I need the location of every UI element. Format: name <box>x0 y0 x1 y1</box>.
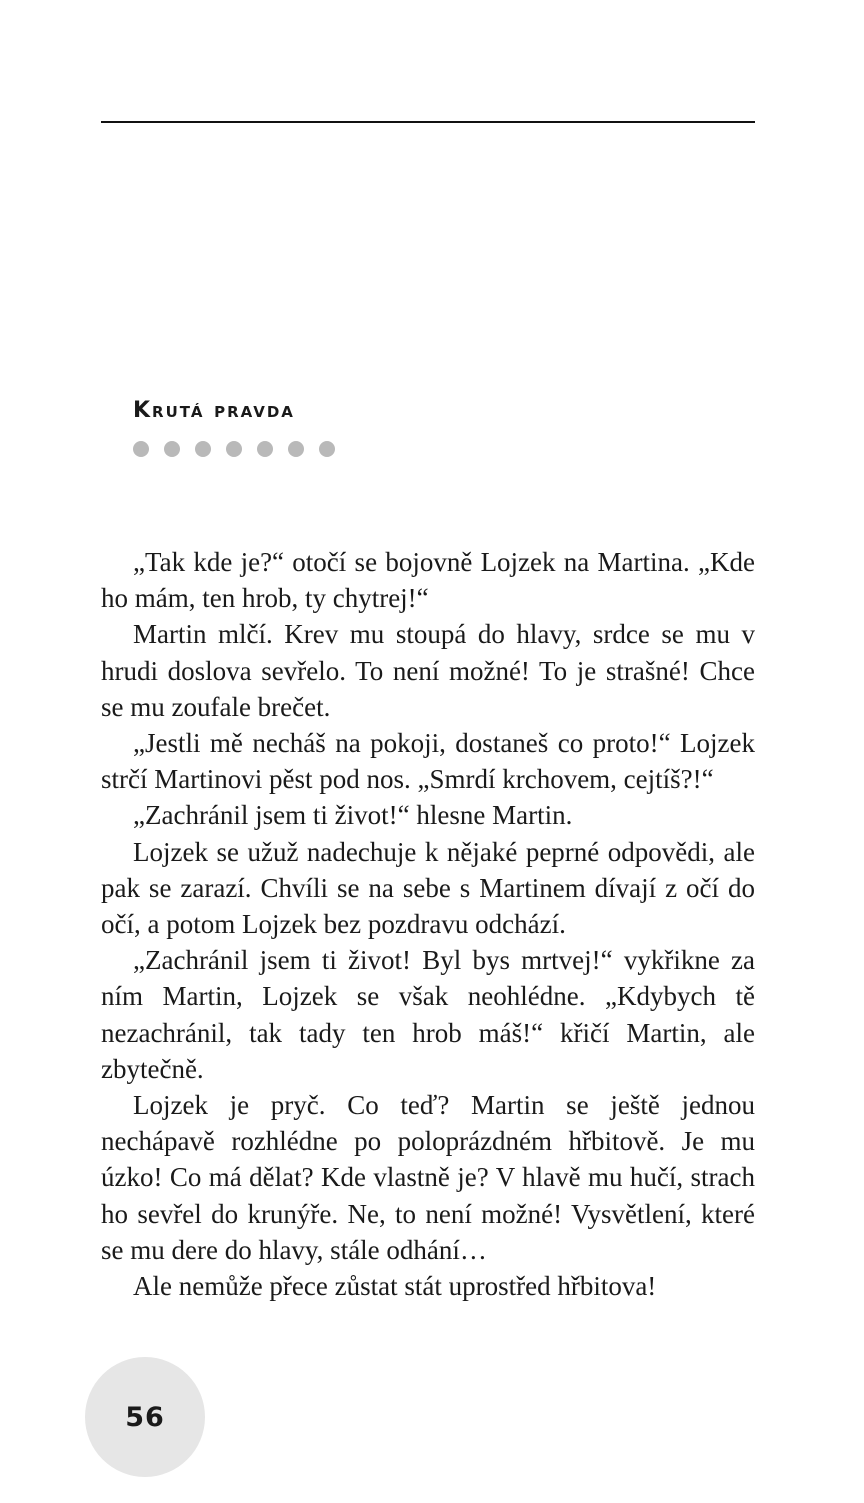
body-text <box>101 544 755 1304</box>
ornament-dot <box>319 441 335 457</box>
page-number-badge <box>85 1357 205 1477</box>
top-rule <box>101 121 755 123</box>
paragraph: Lojzek se užuž nadechuje k nějaké peprné odpovědi, ale pak se zarazí. Chvíli se na sebe s Martinem dívají z očí do očí, a potom Lojzek bez pozdravu odchází. <box>101 836 755 940</box>
ornament-dot <box>133 441 149 457</box>
ornament-dot <box>195 441 211 457</box>
ornament-dot <box>288 441 304 457</box>
paragraph: „Zachránil jsem ti život! Byl bys mrtvej!“ vykřikne za ním Martin, Lojzek se však neohlédne. „Kdybych tě nezachránil, tak tady ten hrob máš!“ křičí Martin, ale zbytečně. <box>101 945 755 1084</box>
ornament-dot <box>164 441 180 457</box>
ornament-dot <box>226 441 242 457</box>
ornament-dot <box>257 441 273 457</box>
paragraph: „Zachránil jsem ti život!“ hlesne Martin. <box>133 800 573 831</box>
chapter-dot-ornament <box>133 441 335 457</box>
page-number: 56 <box>125 1401 165 1433</box>
paragraph: Lojzek je pryč. Co teď? Martin se ještě jednou nechápavě rozhlédne po poloprázdném hřbitově. Je mu úzko! Co má dělat? Kde vlastně je? V hlavě mu hučí, strach ho sevřel do krunýře. Ne, to není možné! Vysvětlení, které se mu dere do hlavy, stále odhání… <box>101 1090 755 1265</box>
paragraph: Martin mlčí. Krev mu stoupá do hlavy, srdce se mu v hrudi doslova sevřelo. To není možné! To je strašné! Chce se mu zoufale brečet. <box>101 619 755 722</box>
chapter-title: Krutá pravda <box>133 398 295 423</box>
paragraph: „Jestli mě necháš na pokoji, dostaneš co proto!“ Lojzek strčí Martinovi pěst pod nos. „Smrdí krchovem, cejtíš?!“ <box>101 728 755 795</box>
paragraph: Ale nemůže přece zůstat stát uprostřed hřbitova! <box>133 1271 657 1302</box>
paragraph: „Tak kde je?“ otočí se bojovně Lojzek na Martina. „Kde ho mám, ten hrob, ty chytrej!“ <box>101 547 755 614</box>
